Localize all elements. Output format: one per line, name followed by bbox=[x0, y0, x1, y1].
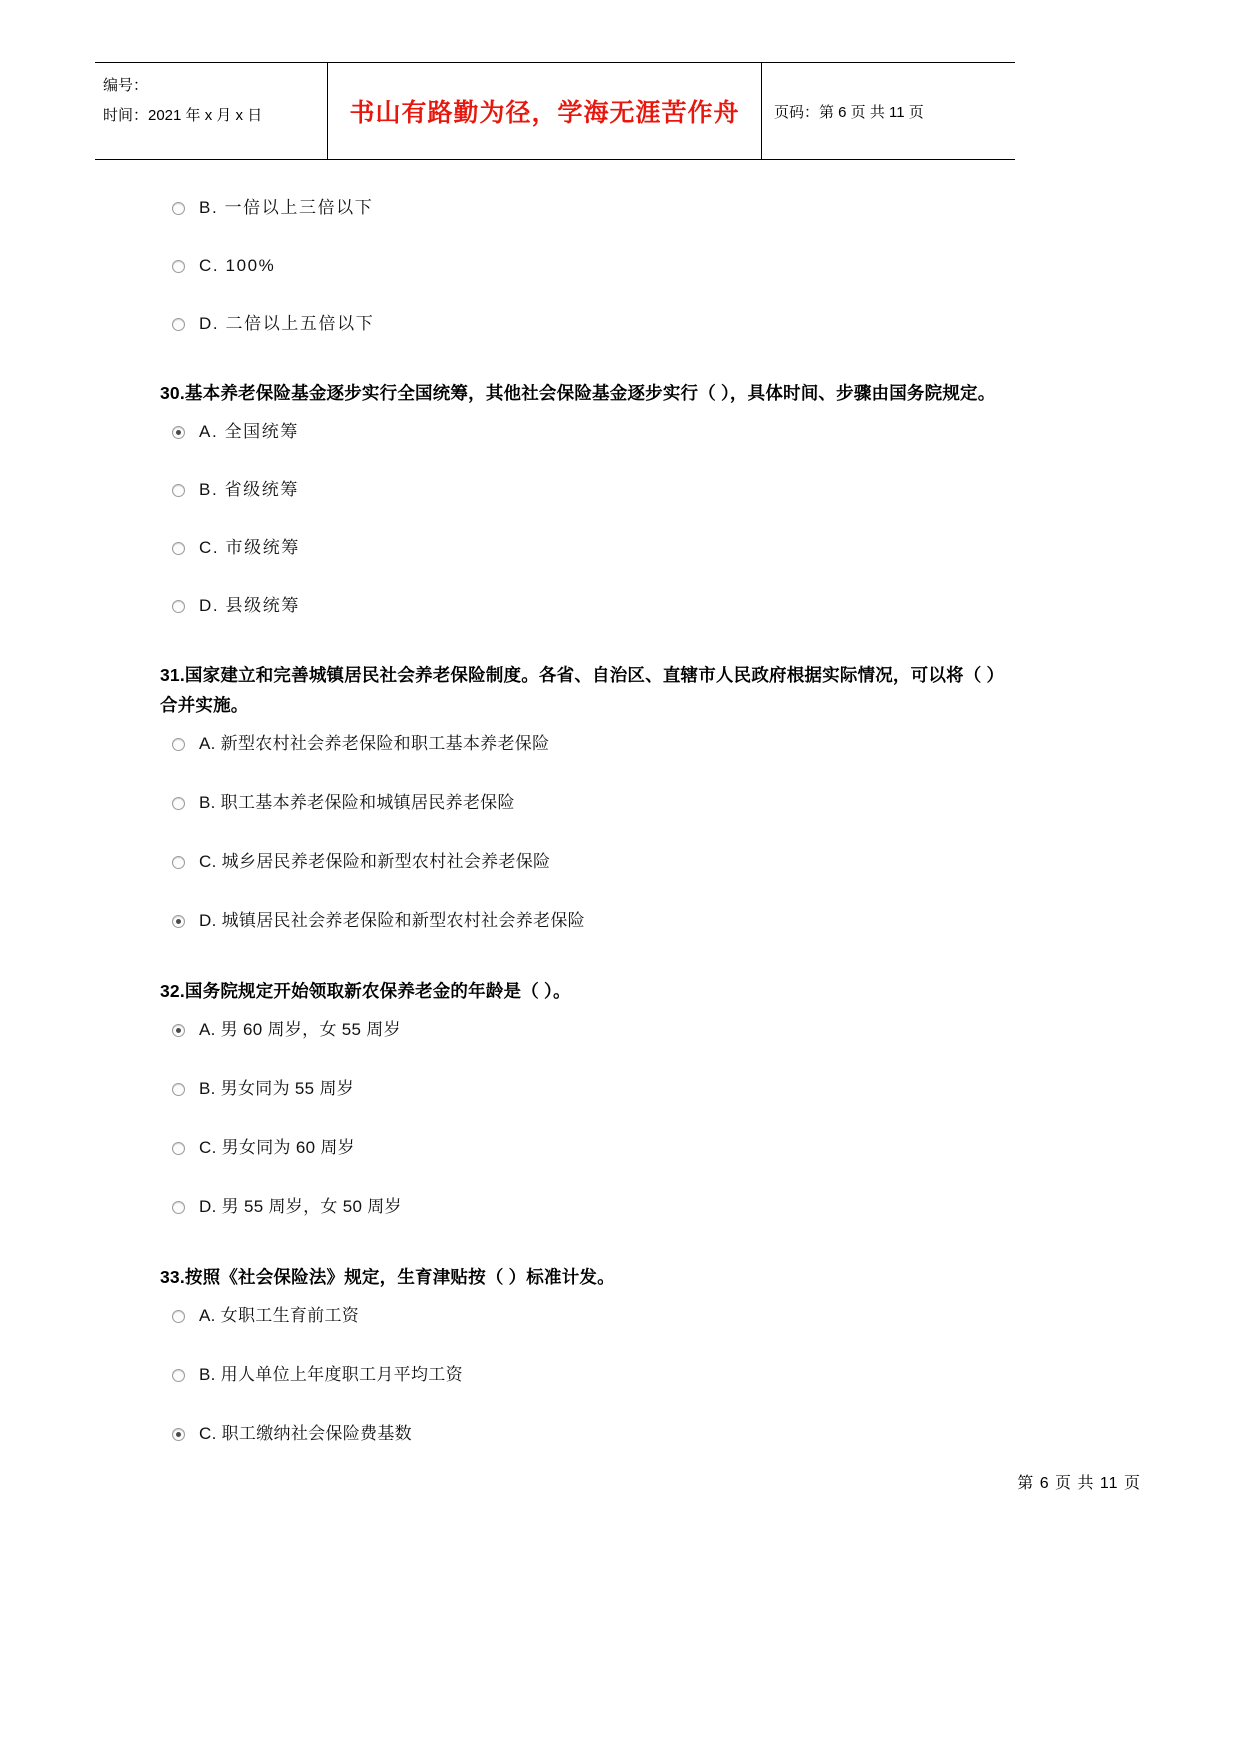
header-date-label: 时间：2021 年 x 月 x 日 bbox=[103, 107, 263, 124]
option-label: A. 全国统筹 bbox=[199, 422, 299, 441]
option-row[interactable] bbox=[172, 588, 1020, 646]
option-row[interactable] bbox=[172, 726, 1020, 785]
header-left-cell bbox=[95, 63, 328, 159]
option-label: D. 二倍以上五倍以下 bbox=[199, 314, 375, 333]
question-block-31 bbox=[160, 660, 1020, 962]
option-label: C. 市级统筹 bbox=[199, 538, 300, 557]
option-label: C. 男女同为 60 周岁 bbox=[199, 1138, 355, 1157]
question-block-30 bbox=[160, 378, 1020, 646]
option-label: D. 男 55 周岁，女 50 周岁 bbox=[199, 1197, 402, 1216]
option-label: B. 一倍以上三倍以下 bbox=[199, 198, 374, 217]
radio-button-unchecked[interactable] bbox=[172, 600, 185, 613]
radio-button-unchecked[interactable] bbox=[172, 1083, 185, 1096]
question-block-32 bbox=[160, 976, 1020, 1248]
radio-button-unchecked[interactable] bbox=[172, 484, 185, 497]
option-row[interactable] bbox=[172, 1012, 1020, 1071]
radio-button-checked[interactable] bbox=[172, 1024, 185, 1037]
question-block-33 bbox=[160, 1262, 1020, 1475]
option-label: C. 职工缴纳社会保险费基数 bbox=[199, 1424, 412, 1443]
option-label: D. 城镇居民社会养老保险和新型农村社会养老保险 bbox=[199, 911, 585, 930]
radio-button-checked[interactable] bbox=[172, 426, 185, 439]
radio-button-unchecked[interactable] bbox=[172, 1310, 185, 1323]
option-label: A. 新型农村社会养老保险和职工基本养老保险 bbox=[199, 734, 550, 753]
option-row[interactable] bbox=[172, 1416, 1020, 1475]
question-text: 32.国务院规定开始领取新农保养老金的年龄是（ ）。 bbox=[160, 981, 571, 1001]
question-text: 33.按照《社会保险法》规定，生育津贴按（ ）标准计发。 bbox=[160, 1267, 615, 1287]
radio-button-unchecked[interactable] bbox=[172, 318, 185, 331]
question-text: 30.基本养老保险基金逐步实行全国统筹，其他社会保险基金逐步实行（ ），具体时间、步骤由国务院规定。 bbox=[160, 383, 996, 403]
orphan-option-group bbox=[160, 190, 1020, 364]
header-serial-label: 编号： bbox=[103, 77, 149, 94]
question-text: 31.国家建立和完善城镇居民社会养老保险制度。各省、自治区、直辖市人民政府根据实际情况，可以将（ ）合并实施。 bbox=[160, 665, 1005, 715]
option-label: C. 城乡居民养老保险和新型农村社会养老保险 bbox=[199, 852, 551, 871]
page-header bbox=[95, 62, 1015, 160]
option-row[interactable] bbox=[172, 844, 1020, 903]
radio-button-unchecked[interactable] bbox=[172, 738, 185, 751]
option-label: B. 男女同为 55 周岁 bbox=[199, 1079, 355, 1098]
radio-button-checked[interactable] bbox=[172, 1428, 185, 1441]
option-row[interactable] bbox=[172, 1298, 1020, 1357]
option-label: A. 男 60 周岁，女 55 周岁 bbox=[199, 1020, 401, 1039]
option-row[interactable] bbox=[172, 306, 1020, 364]
radio-button-unchecked[interactable] bbox=[172, 856, 185, 869]
radio-button-unchecked[interactable] bbox=[172, 542, 185, 555]
radio-button-unchecked[interactable] bbox=[172, 797, 185, 810]
header-page-info: 页码：第 6 页 共 11 页 bbox=[774, 103, 924, 121]
option-row[interactable] bbox=[172, 1071, 1020, 1130]
option-row[interactable] bbox=[172, 1357, 1020, 1416]
page-footer bbox=[1017, 1470, 1141, 1493]
option-row[interactable] bbox=[172, 472, 1020, 530]
radio-button-unchecked[interactable] bbox=[172, 260, 185, 273]
option-row[interactable] bbox=[172, 903, 1020, 962]
question-list bbox=[160, 190, 1020, 1475]
option-row[interactable] bbox=[172, 785, 1020, 844]
radio-button-unchecked[interactable] bbox=[172, 1201, 185, 1214]
option-row[interactable] bbox=[172, 530, 1020, 588]
option-label: B. 职工基本养老保险和城镇居民养老保险 bbox=[199, 793, 515, 812]
option-row[interactable] bbox=[172, 1130, 1020, 1189]
option-label: B. 用人单位上年度职工月平均工资 bbox=[199, 1365, 463, 1384]
header-motto: 书山有路勤为径，学海无涯苦作舟 bbox=[328, 63, 762, 159]
option-row[interactable] bbox=[172, 190, 1020, 248]
radio-button-checked[interactable] bbox=[172, 915, 185, 928]
footer-page-number: 第 6 页 共 11 页 bbox=[1017, 1475, 1141, 1492]
option-label: A. 女职工生育前工资 bbox=[199, 1306, 360, 1325]
option-label: B. 省级统筹 bbox=[199, 480, 299, 499]
option-row[interactable] bbox=[172, 248, 1020, 306]
option-label: D. 县级统筹 bbox=[199, 596, 300, 615]
option-row[interactable] bbox=[172, 1189, 1020, 1248]
option-row[interactable] bbox=[172, 414, 1020, 472]
option-label: C. 100% bbox=[199, 256, 276, 275]
radio-button-unchecked[interactable] bbox=[172, 1142, 185, 1155]
radio-button-unchecked[interactable] bbox=[172, 1369, 185, 1382]
radio-button-unchecked[interactable] bbox=[172, 202, 185, 215]
